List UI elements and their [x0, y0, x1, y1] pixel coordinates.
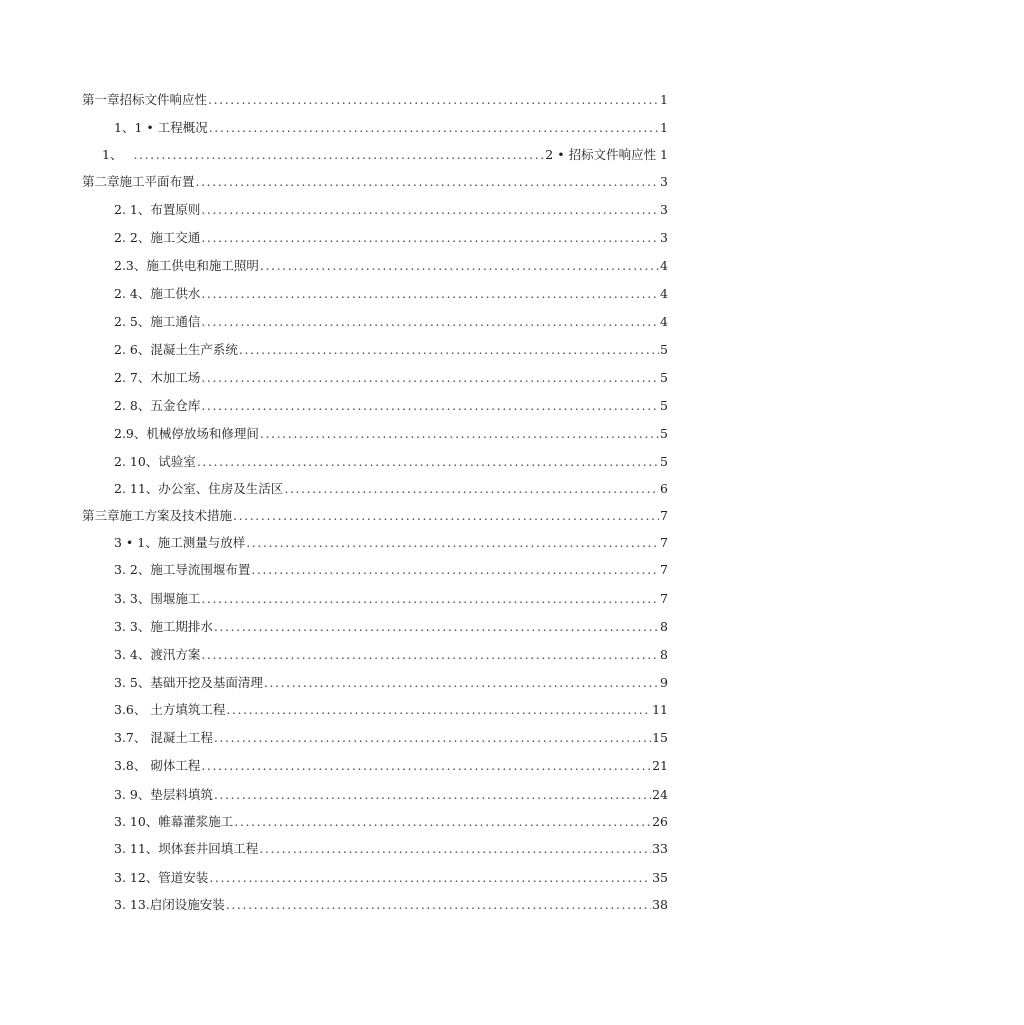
toc-leader-dots [226, 895, 651, 915]
toc-leader-dots [197, 452, 659, 472]
toc-leader-dots [239, 340, 659, 360]
toc-entry-title: 3.7、 混凝土工程 [114, 730, 213, 745]
toc-entry [114, 118, 668, 138]
toc-entry-page: 24 [652, 787, 668, 802]
toc-entry [114, 560, 668, 580]
toc-entry-page: 5 [660, 398, 668, 413]
toc-entry [82, 172, 668, 192]
toc-entry-page: 15 [652, 730, 668, 745]
toc-entry [114, 785, 668, 805]
toc-entry [114, 756, 668, 776]
toc-entry-page: 26 [652, 814, 668, 829]
toc-entry [114, 340, 668, 360]
toc-entry [114, 673, 668, 693]
toc-entry-page: 33 [652, 841, 668, 856]
toc-leader-dots [214, 785, 651, 805]
toc-entry-title: 3. 3、围堰施工 [114, 591, 201, 606]
toc-entry-page: 7 [660, 535, 668, 550]
toc-entry-title: 2. 10、试验室 [114, 454, 196, 469]
toc-entry-title: 1、1 • 工程概况 [114, 120, 208, 135]
toc-entry [114, 617, 668, 637]
toc-leader-dots [201, 396, 659, 416]
toc-leader-dots [234, 812, 651, 832]
toc-entry-page: 2 • 招标文件响应性 1 [545, 147, 668, 162]
toc-leader-dots [201, 312, 659, 332]
toc-entry-page: 8 [660, 647, 668, 662]
toc-entry-title: 3. 11、坝体套井回填工程 [114, 841, 259, 856]
toc-entry-title: 第三章施工方案及技术措施 [82, 508, 233, 523]
toc-entry-page: 4 [660, 314, 668, 329]
toc-entry [114, 479, 668, 499]
toc-entry-title: 3 • 1、施工测量与放样 [114, 535, 246, 550]
toc-leader-dots [133, 145, 544, 165]
toc-entry-page: 21 [652, 758, 668, 773]
toc-leader-dots [251, 560, 659, 580]
toc-leader-dots [209, 868, 651, 888]
toc-leader-dots [196, 172, 660, 192]
toc-entry [114, 700, 668, 720]
toc-entry-title: 2.3、施工供电和施工照明 [114, 258, 259, 273]
toc-entry-page: 11 [652, 702, 668, 717]
toc-entry-title: 2. 2、施工交通 [114, 230, 201, 245]
toc-entry [114, 645, 668, 665]
toc-entry-page: 7 [660, 591, 668, 606]
toc-entry-page: 5 [660, 342, 668, 357]
toc-entry-title: 2. 7、木加工场 [114, 370, 201, 385]
toc-entry-page: 5 [660, 370, 668, 385]
toc-entry-title: 3. 2、施工导流围堰布置 [114, 562, 251, 577]
toc-leader-dots [214, 728, 651, 748]
toc-entry [114, 396, 668, 416]
toc-entry [114, 256, 668, 276]
toc-entry [82, 506, 668, 526]
toc-entry-page: 3 [660, 202, 668, 217]
toc-entry-title: 2. 6、混凝土生产系统 [114, 342, 238, 357]
toc-entry [114, 284, 668, 304]
toc-entry [114, 200, 668, 220]
toc-entry-page: 1 [660, 92, 668, 107]
toc-leader-dots [201, 200, 659, 220]
toc-entry-page: 4 [660, 258, 668, 273]
toc-entry [114, 812, 668, 832]
toc-entry-title: 3. 4、渡汛方案 [114, 647, 201, 662]
toc-entry-title: 第一章招标文件响应性 [82, 92, 208, 107]
toc-entry-title: 2. 8、五金仓库 [114, 398, 201, 413]
toc-leader-dots [201, 589, 659, 609]
toc-leader-dots [260, 424, 659, 444]
toc-leader-dots [284, 479, 659, 499]
toc-leader-dots [226, 700, 651, 720]
toc-entry [114, 533, 668, 553]
toc-leader-dots [233, 506, 659, 526]
toc-leader-dots [260, 256, 659, 276]
toc-entry [82, 90, 668, 110]
toc-entry-title: 3. 12、管道安装 [114, 870, 209, 885]
toc-entry-title: 3. 5、基础开挖及基面清理 [114, 675, 263, 690]
toc-entry-title: 2. 1、布置原则 [114, 202, 201, 217]
toc-entry [114, 368, 668, 388]
toc-entry-page: 38 [652, 897, 668, 912]
toc-entry [114, 728, 668, 748]
toc-entry [114, 452, 668, 472]
toc-leader-dots [201, 228, 659, 248]
toc-leader-dots [201, 756, 651, 776]
toc-entry-title: 3.6、 土方填筑工程 [114, 702, 226, 717]
toc-entry-page: 1 [660, 120, 668, 135]
toc-leader-dots [208, 90, 659, 110]
toc-entry [114, 312, 668, 332]
toc-entry-title: 第二章施工平面布置 [82, 174, 195, 189]
toc-entry-title: 3. 10、帷幕灌浆施工 [114, 814, 234, 829]
toc-entry [114, 868, 668, 888]
toc-entry-page: 5 [660, 454, 668, 469]
toc-entry-title: 3. 3、施工期排水 [114, 619, 213, 634]
toc-entry-title: 3. 13.启闭设施安装 [114, 897, 225, 912]
toc-entry-title: 2. 11、办公室、住房及生活区 [114, 481, 284, 496]
toc-entry-page: 9 [660, 675, 668, 690]
toc-entry [114, 839, 668, 859]
toc-entry-title: 2. 4、施工供水 [114, 286, 201, 301]
toc-entry-prefix: 1、 [102, 147, 123, 162]
toc-entry-page: 8 [660, 619, 668, 634]
toc-entry-page: 7 [660, 562, 668, 577]
toc-entry-title: 2. 5、施工通信 [114, 314, 201, 329]
toc-entry-page: 3 [660, 230, 668, 245]
toc-entry [114, 895, 668, 915]
toc-entry-title: 3. 9、垫层料填筑 [114, 787, 213, 802]
toc-entry-page: 3 [660, 174, 668, 189]
toc-entry [114, 589, 668, 609]
toc-entry [114, 228, 668, 248]
toc-entry [102, 145, 668, 165]
toc-entry-page: 6 [660, 481, 668, 496]
toc-leader-dots [201, 368, 659, 388]
toc-entry-title: 3.8、 砌体工程 [114, 758, 201, 773]
toc-leader-dots [214, 617, 659, 637]
toc-entry-page: 35 [652, 870, 668, 885]
toc-leader-dots [259, 839, 651, 859]
toc-entry-title: 2.9、机械停放场和修理间 [114, 426, 259, 441]
toc-leader-dots [209, 118, 659, 138]
toc-entry-page: 4 [660, 286, 668, 301]
toc-entry-page: 7 [660, 508, 668, 523]
toc-leader-dots [201, 284, 659, 304]
toc-leader-dots [264, 673, 659, 693]
toc-entry-page: 5 [660, 426, 668, 441]
toc-entry [114, 424, 668, 444]
toc-leader-dots [201, 645, 659, 665]
toc-leader-dots [246, 533, 659, 553]
